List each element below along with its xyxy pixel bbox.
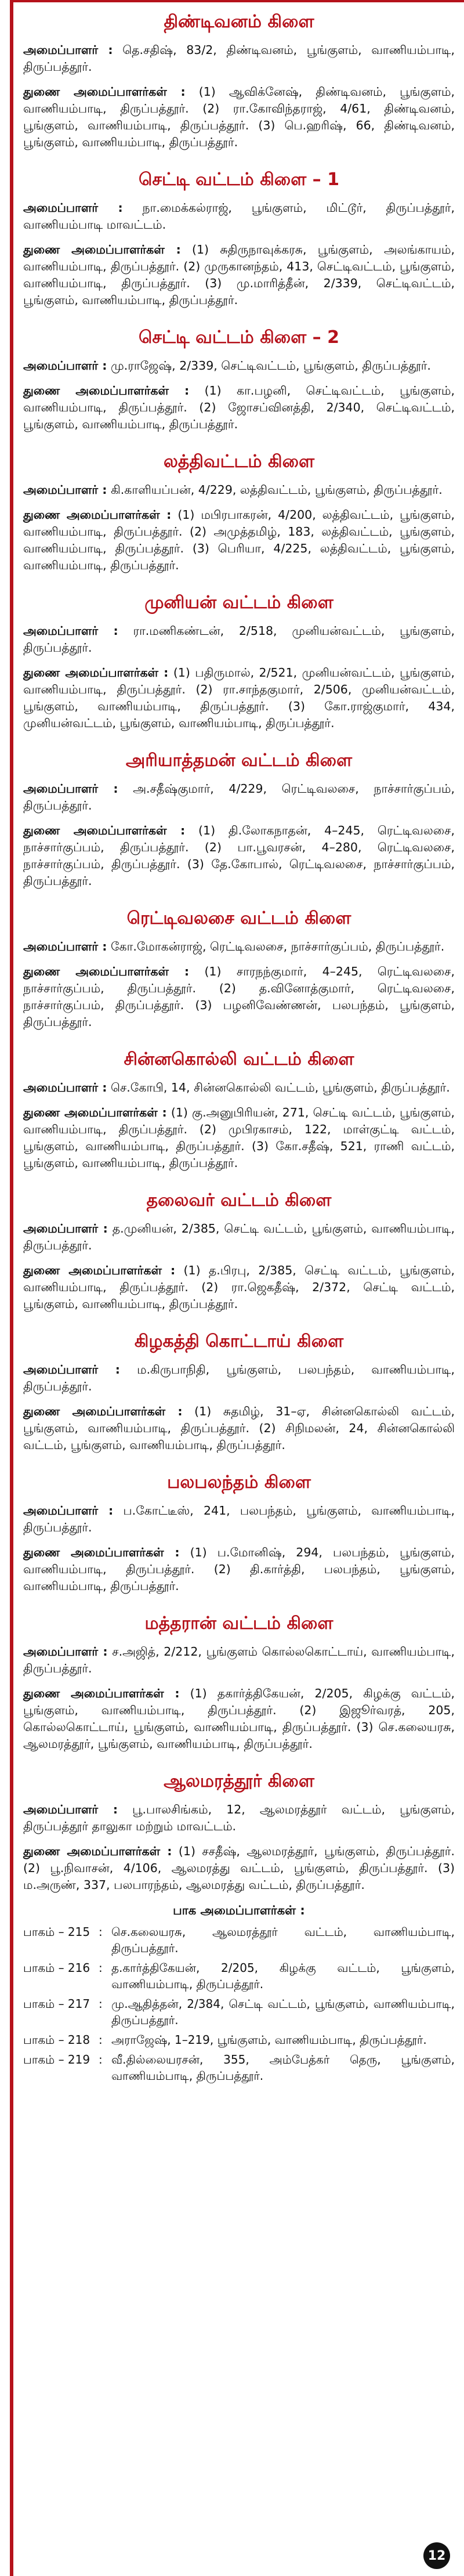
organizer-text: நா.மைக்கல்ராஜ், பூங்குளம், மிட்டூர், திருப்பத்தூர், வாணியம்பாடி மாவட்டம்.: [23, 201, 455, 232]
deputy-paragraph: [23, 1544, 455, 1595]
organizer-text: தெ.சதிஷ், 83/2, திண்டிவனம், பூங்குளம், வாணியம்பாடி, திருப்பத்தூர்.: [23, 43, 455, 74]
organizer-text: ம.கிருபாநிதி, பூங்குளம், பலபந்தம், வாணியம்பாடி, திருப்பத்தூர்.: [23, 1363, 455, 1393]
deputy-paragraph: [23, 963, 455, 1031]
organizer-text: த.முனியன், 2/385, செட்டி வட்டம், பூங்குளம், வாணியம்பாடி, திருப்பத்தூர்.: [23, 1222, 455, 1252]
booth-number: பாகம் – 215: [23, 1925, 90, 1939]
organizer-label: அமைப்பாளர் :: [23, 201, 123, 215]
deputy-label: துணை அமைப்பாளர்கள் :: [23, 1105, 167, 1119]
organizer-text: மு.ராஜேஷ், 2/339, செட்டிவட்டம், பூங்குளம், திருப்பத்தூர்.: [110, 359, 431, 373]
branch-section: [23, 1770, 455, 2084]
deputy-text: (1) கு.அனுபிரியன், 271, செட்டி வட்டம், பூங்குளம், வாணியம்பாடி, திருப்பத்தூர். (2) முபிரகாசம், 122, மாள்குட்டி வட்டம், பூங்குளம், வாணியம்பாடி, திருப்பத்தூர். (3) கோ.சதீஷ், 521, ராணி வட்டம், பூங்குளம், வாணியம்பாடி, திருப்பத்தூர்.: [23, 1105, 455, 1170]
organizer-label: அமைப்பாளர் :: [23, 624, 118, 638]
organizer-paragraph: [23, 938, 455, 955]
branch-title: திண்டிவனம் கிளை: [164, 12, 314, 32]
booth-colon: :: [99, 1961, 103, 1975]
organizer-text: கி.காளியப்பன், 4/229, லத்திவட்டம், பூங்குளம், திருப்பத்தூர்.: [110, 483, 443, 497]
deputy-text: (1) ப.மோனிஷ், 294, பலபந்தம், பூங்குளம், வாணியம்பாடி, திருப்பத்தூர். (2) தி.கார்த்தி, பலபந்தம், பூங்குளம், வாணியம்பாடி, திருப்பத்தூர்.: [23, 1545, 455, 1593]
organizer-paragraph: [23, 357, 455, 374]
booth-organizer-text: வீ.தில்லையரசன், 355, அம்பேத்கர் தெரு, பூங்குளம், வாணியம்பாடி, திருப்பத்தூர்.: [111, 2053, 455, 2083]
branch-title: ரெட்டிவலசை வட்டம் கிளை: [126, 908, 351, 928]
branch-title: செட்டி வட்டம் கிளை – 1: [138, 169, 339, 190]
branch-section: [23, 749, 455, 890]
organizer-paragraph: [23, 482, 455, 498]
deputy-label: துணை அமைப்பாளர்கள் :: [23, 508, 172, 522]
deputy-label: துணை அமைப்பாளர்கள் :: [23, 1686, 180, 1700]
organizer-label: அமைப்பாளர் :: [23, 1363, 120, 1376]
branch-title: ஆலமரத்தூர் கிளை: [164, 1771, 314, 1791]
booth-organizer-text: மு.ஆதித்தன், 2/384, செட்டி வட்டம், பூங்குளம், வாணியம்பாடி, திருப்பத்தூர்.: [111, 1997, 455, 2027]
booth-organizer-text: அராஜேஷ், 1–219, பூங்குளம், வாணியம்பாடி, திருப்பத்தூர்.: [111, 2033, 427, 2047]
organizer-paragraph: [23, 42, 455, 75]
branch-title: தலைவர் வட்டம் கிளை: [146, 1190, 332, 1211]
branch-section: [23, 1471, 455, 1595]
deputy-text: (1) சுதிருநாவுக்கரசு, பூங்குளம், அலங்காயம், வாணியம்பாடி, திருப்பத்தூர். (2) முருகானந்தம், 413, செட்டிவட்டம், பூங்குளம், வாணியம்பாடி, திருப்பத்தூர். (3) மு.மாரித்தீன், 2/339, செட்டிவட்டம், பூங்குளம், வாணியம்பாடி, திருப்பத்தூர்.: [23, 243, 455, 307]
branch-title: முனியன் வட்டம் கிளை: [144, 592, 334, 613]
booth-number: பாகம் – 217: [23, 1997, 90, 2011]
deputy-label: துணை அமைப்பாளர்கள் :: [23, 964, 190, 978]
organizer-text: ரா.மணிகண்டன், 2/518, முனியன்வட்டம், பூங்குளம், திருப்பத்தூர்.: [23, 624, 455, 655]
organizer-paragraph: [23, 1361, 455, 1395]
organizer-label: அமைப்பாளர் :: [23, 1222, 108, 1235]
organizer-label: அமைப்பாளர் :: [23, 1504, 114, 1518]
branch-title: அரியாத்தமன் வட்டம் கிளை: [125, 750, 353, 771]
organizer-text: செ.கோபி, 14, சின்னகொல்லி வட்டம், பூங்குளம், திருப்பத்தூர்.: [110, 1081, 450, 1094]
branch-section: [23, 907, 455, 1031]
organizer-text: கோ.மோகன்ராஜ், ரெட்டிவலசை, நாச்சார்குப்பம், திருப்பத்தூர்.: [110, 940, 445, 953]
organizer-paragraph: [23, 623, 455, 656]
organizer-text: அ.சதீஷ்குமார், 4/229, ரெட்டிவலசை, நாச்சார்குப்பம், திருப்பத்தூர்.: [23, 782, 455, 812]
deputy-paragraph: [23, 1403, 455, 1454]
organizer-text: ச.அஜித், 2/212, பூங்குளம் கொல்லகொட்டாய், வாணியம்பாடி, திருப்பத்தூர்.: [23, 1645, 455, 1675]
branch-title: செட்டி வட்டம் கிளை – 2: [138, 327, 339, 348]
booth-row: [23, 2051, 455, 2084]
booth-number: பாகம் – 218: [23, 2033, 90, 2047]
organizer-label: அமைப்பாளர் :: [23, 782, 118, 796]
branch-section: [23, 1189, 455, 1313]
branch-title: மத்தரான் வட்டம் கிளை: [144, 1613, 334, 1634]
deputy-text: (1) சாரநந்குமார், 4–245, ரெட்டிவலசை, நாச்சார்குப்பம், திருப்பத்தூர். (2) த.வினோத்குமார், ரெட்டிவலசை, நாச்சார்குப்பம், திருப்பத்தூர். (3) பழனிவேண்ணன், பலபந்தம், பூங்குளம், திருப்பத்தூர்.: [23, 964, 455, 1029]
organizer-paragraph: [23, 781, 455, 814]
deputy-paragraph: [23, 241, 455, 309]
booth-row: [23, 1996, 455, 2028]
organizer-paragraph: [23, 1801, 455, 1835]
booth-row: [23, 1924, 455, 1956]
booth-row: [23, 2032, 455, 2048]
deputy-text: (1) ஆவிக்னேஷ், திண்டிவனம், பூங்குளம், வாணியம்பாடி, திருப்பத்தூர். (2) ரா.கோவிந்தராஜ், 4/61, திண்டிவனம், பூங்குளம், வாணியம்பாடி, திருப்பத்தூர். (3) பெ.ஹரிஷ், 66, திண்டிவனம், பூங்குளம், வாணியம்பாடி, திருப்பத்தூர்.: [23, 85, 455, 149]
deputy-text: (1) த.பிரபு, 2/385, செட்டி வட்டம், பூங்குளம், வாணியம்பாடி, திருப்பத்தூர். (2) ரா.ஜெகதீஷ், 2/372, செட்டி வட்டம், பூங்குளம், வாணியம்பாடி, திருப்பத்தூர்.: [23, 1263, 455, 1311]
organizer-paragraph: [23, 200, 455, 233]
deputy-label: துணை அமைப்பாளர்கள் :: [23, 243, 181, 256]
organizer-text: பூ.பாலசிங்கம், 12, ஆலமரத்தூர் வட்டம், பூங்குளம், திருப்பத்தூர் தாலுகா மற்றும் மாவட்டம்.: [23, 1802, 455, 1833]
deputy-label: துணை அமைப்பாளர்கள் :: [23, 1404, 183, 1418]
branch-section: [23, 450, 455, 574]
deputy-text: (1) பதிருமால், 2/521, முனியன்வட்டம், பூங்குளம், வாணியம்பாடி, திருப்பத்தூர். (2) ரா.சாந்தகுமார், 2/506, முனியன்வட்டம், பூங்குளம், வாணியம்பாடி, திருப்பத்தூர். (3) கோ.ராஜ்குமார், 434, முனியன்வட்டம், பூங்குளம், வாணியம்பாடி, திருப்பத்தூர்.: [23, 666, 455, 730]
booth-colon: :: [99, 2053, 103, 2066]
deputy-paragraph: [23, 507, 455, 574]
booth-colon: :: [99, 2033, 103, 2047]
booth-organizers-heading: பாக அமைப்பாளர்கள் :: [173, 1903, 305, 1917]
organizer-paragraph: [23, 1643, 455, 1677]
deputy-label: துணை அமைப்பாளர்கள் :: [23, 1844, 172, 1858]
organizer-paragraph: [23, 1220, 455, 1254]
booth-row: [23, 1960, 455, 1992]
deputy-label: துணை அமைப்பாளர்கள் :: [23, 384, 190, 398]
deputy-paragraph: [23, 1843, 455, 1894]
branch-section: [23, 591, 455, 732]
deputy-text: (1) கா.பழனி, செட்டிவட்டம், பூங்குளம், வாணியம்பாடி, திருப்பத்தூர். (2) ஜோசப்வினத்தி, 2/340, செட்டிவட்டம், பூங்குளம், வாணியம்பாடி, திருப்பத்தூர்.: [23, 384, 455, 431]
branch-section: [23, 1612, 455, 1753]
deputy-paragraph: [23, 1104, 455, 1172]
booth-organizer-text: செ.கலையரசு, ஆலமரத்தூர் வட்டம், வாணியம்பாடி, திருப்பத்தூர்.: [111, 1925, 455, 1955]
booth-number: பாகம் – 219: [23, 2053, 90, 2066]
left-border-rule: [10, 0, 13, 2576]
top-border-rule: [10, 0, 464, 2]
article-content: [23, 10, 455, 2101]
deputy-paragraph: [23, 822, 455, 890]
branch-title: லத்திவட்டம் கிளை: [163, 451, 315, 472]
deputy-text: (1) தகார்த்திகேயன், 2/205, கிழக்கு வட்டம், பூங்குளம், வாணியம்பாடி, திருப்பத்தூர். (2) இஜூர்வரத், 205, கொல்லகொட்டாய், பூங்குளம், வாணியம்பாடி, திருப்பத்தூர். (3) செ.கலையரசு, ஆலமரத்தூர், பூங்குளம், வாணியம்பாடி, திருப்பத்தூர்.: [23, 1686, 455, 1751]
booth-number: பாகம் – 216: [23, 1961, 90, 1975]
booth-colon: :: [99, 1925, 103, 1939]
branch-title: கிழகத்தி கொட்டாய் கிளை: [134, 1331, 344, 1352]
organizer-label: அமைப்பாளர் :: [23, 359, 107, 373]
organizer-label: அமைப்பாளர் :: [23, 43, 113, 57]
booth-colon: :: [99, 1997, 103, 2011]
deputy-paragraph: [23, 664, 455, 732]
organizer-label: அமைப்பாளர் :: [23, 483, 107, 497]
branch-section: [23, 326, 455, 433]
organizer-label: அமைப்பாளர் :: [23, 1802, 118, 1816]
branch-section: [23, 1048, 455, 1172]
branch-title: சின்னகொல்லி வட்டம் கிளை: [124, 1049, 354, 1070]
deputy-text: (1) சுதமிழ், 31–ஏ, சின்னகொல்லி வட்டம், பூங்குளம், வாணியம்பாடி, திருப்பத்தூர். (2) சிநிமலன், 24, சின்னகொல்லி வட்டம், பூங்குளம், வாணியம்பாடி, திருப்பத்தூர்.: [23, 1404, 455, 1452]
branch-section: [23, 168, 455, 309]
organizer-label: அமைப்பாளர் :: [23, 940, 107, 953]
deputy-text: (1) சசதீஷ், ஆலமரத்தூர், பூங்குளம், திருப்பத்தூர். (2) பூ.நிவாசன், 4/106, ஆலமரத்து வட்டம், பூங்குளம், திருப்பத்தூர். (3) ம.அருண், 337, பலபாரந்தம், ஆலமரத்து வட்டம், திருப்பத்தூர்.: [23, 1844, 455, 1892]
organizer-label: அமைப்பாளர் :: [23, 1081, 107, 1094]
deputy-text: (1) மபிரபாகரன், 4/200, லத்திவட்டம், பூங்குளம், வாணியம்பாடி, திருப்பத்தூர். (2) அமுத்தமிழ், 183, லத்திவட்டம், பூங்குளம், வாணியம்பாடி, திருப்பத்தூர். (3) பெரியா, 4/225, லத்திவட்டம், பூங்குளம், வாணியம்பாடி, திருப்பத்தூர்.: [23, 508, 455, 572]
organizer-paragraph: [23, 1502, 455, 1536]
deputy-label: துணை அமைப்பாளர்கள் :: [23, 666, 169, 680]
page-number-badge: 12: [423, 2542, 450, 2569]
deputy-label: துணை அமைப்பாளர்கள் :: [23, 85, 186, 99]
organizer-paragraph: [23, 1079, 455, 1096]
deputy-label: துணை அமைப்பாளர்கள் :: [23, 1545, 180, 1559]
deputy-text: (1) தி.லோகநாதன், 4–245, ரெட்டிவலசை, நாச்சார்குப்பம், திருப்பத்தூர். (2) பா.பூவரசன், 4–280, ரெட்டிவலசை, நாச்சார்குப்பம், திருப்பத்தூர். (3) தே.கோபால், ரெட்டிவலசை, நாச்சார்குப்பம், திருப்பத்தூர்.: [23, 823, 455, 888]
deputy-paragraph: [23, 382, 455, 433]
organizer-text: ப.கோட்டீஸ், 241, பலபந்தம், பூங்குளம், வாணியம்பாடி, திருப்பத்தூர்.: [23, 1504, 455, 1534]
deputy-label: துணை அமைப்பாளர்கள் :: [23, 823, 186, 837]
deputy-paragraph: [23, 1685, 455, 1753]
organizer-label: அமைப்பாளர் :: [23, 1645, 108, 1659]
deputy-label: துணை அமைப்பாளர்கள் :: [23, 1263, 176, 1277]
booth-organizer-text: த.கார்த்திகேயன், 2/205, கிழக்கு வட்டம், பூங்குளம், வாணியம்பாடி, திருப்பத்தூர்.: [111, 1961, 455, 1991]
deputy-paragraph: [23, 1262, 455, 1313]
branch-title: பலபலந்தம் கிளை: [167, 1472, 311, 1493]
deputy-paragraph: [23, 84, 455, 151]
branch-section: [23, 1330, 455, 1454]
branch-section: [23, 10, 455, 151]
